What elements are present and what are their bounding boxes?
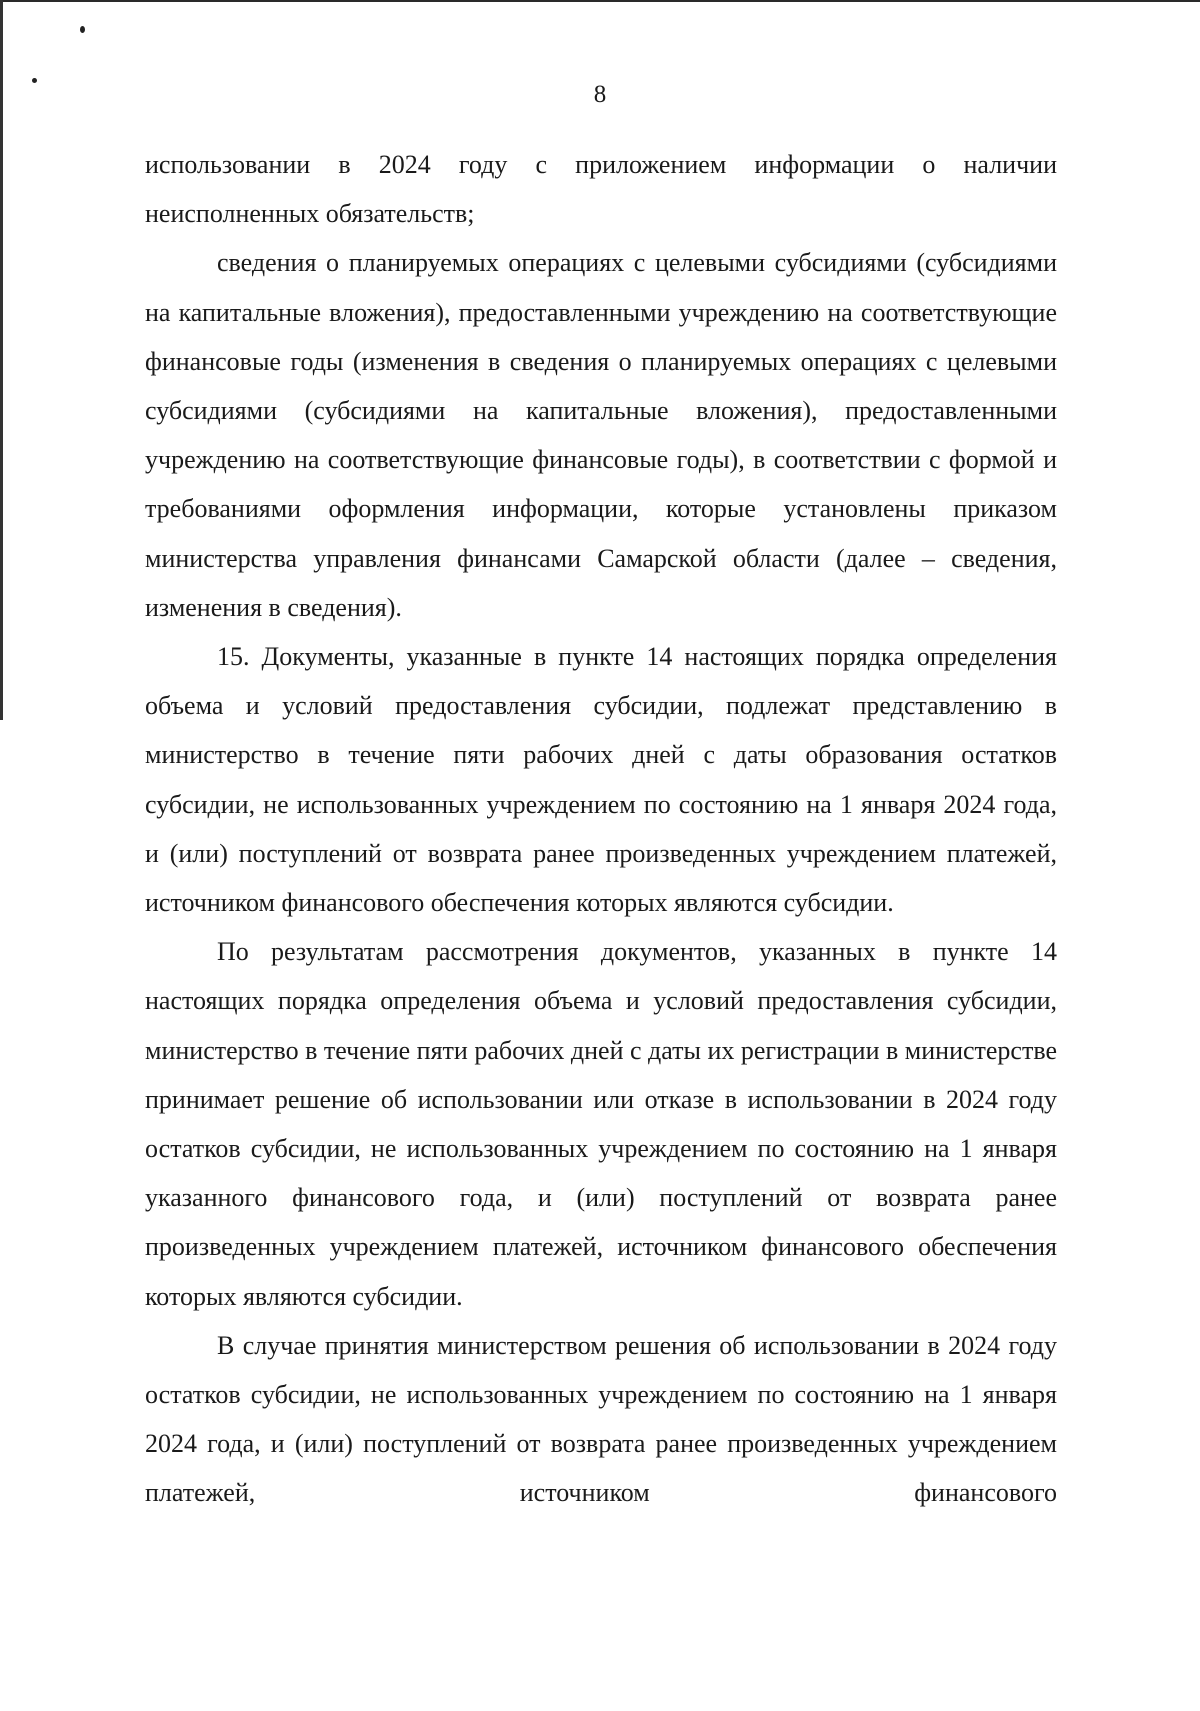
page-number: 8 [593, 81, 607, 108]
paragraph-item-15: 15. Документы, указанные в пункте 14 настоящих порядка определения объема и условий предоставления субсидии, подлежат представлению в министерство в течение пяти рабочих дней с даты образования остатков субсидии, не использованных учреждением по состоянию на 1 января 2024 года, и (или) поступлений от возврата ранее произведенных учреждением платежей, источником финансового обеспечения которых являются субсидии. [145, 642, 1057, 918]
paragraph-review-results: По результатам рассмотрения документов, указанных в пункте 14 настоящих порядка определения объема и условий предоставления субсидии, министерство в течение пяти рабочих дней с даты их регистрации в министерстве принимает решение об использовании или отказе в использовании в 2024 году остатков субсидии, не использованных учреждением по состоянию на 1 января указанного финансового года, и (или) поступлений от возврата ранее произведенных учреждением платежей, источником финансового обеспечения которых являются субсидии. [145, 937, 1057, 1311]
paragraph-decision-case: В случае принятия министерством решения об использовании в 2024 году остатков субсидии, не использованных учреждением по состоянию на 1 января 2024 года, и (или) поступлений от возврата ранее произведенных учреждением платежей, источником финансового [145, 1330, 1057, 1508]
scan-top-edge [0, 0, 1200, 2]
paragraph-continuation: использовании в 2024 году с приложением информации о наличии неисполненных обязательств; [145, 150, 1057, 229]
scan-speck [80, 26, 85, 33]
document-body [145, 140, 1057, 1518]
paragraph-svedeniya: сведения о планируемых операциях с целевыми субсидиями (субсидиями на капитальные вложения), предоставленными учреждению на соответствующие финансовые годы (изменения в сведения о планируемых операциях с целевыми субсидиями (субсидиями на капитальные вложения), предоставленными учреждению на соответствующие финансовые годы), в соответствии с формой и требованиями оформления информации, которые установлены приказом министерства управления финансами Самарской области (далее – сведения, изменения в сведения). [145, 248, 1057, 622]
